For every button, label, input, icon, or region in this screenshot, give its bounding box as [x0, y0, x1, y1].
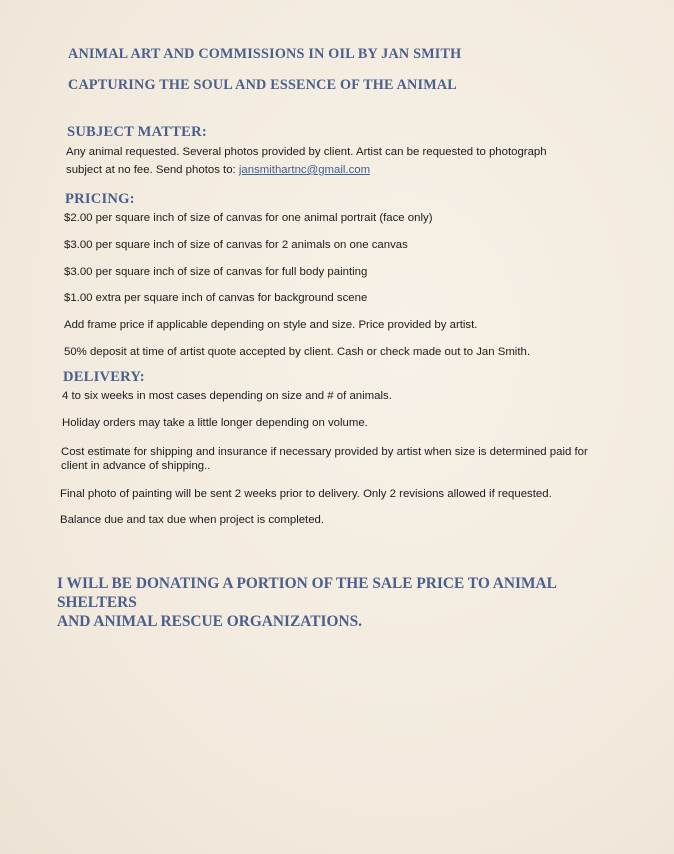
pricing-item: $3.00 per square inch of size of canvas for full body painting — [64, 266, 368, 278]
closing-line-1: I WILL BE DONATING A PORTION OF THE SALE PRICE TO ANIMAL SHELTERS — [57, 575, 557, 611]
pricing-item: $3.00 per square inch of size of canvas for 2 animals on one canvas — [64, 239, 408, 251]
subject-matter-heading: SUBJECT MATTER: — [67, 124, 207, 140]
delivery-item: Cost estimate for shipping and insurance if necessary provided by artist when size is determined paid for — [61, 446, 588, 458]
delivery-item: Holiday orders may take a little longer depending on volume. — [62, 417, 368, 429]
delivery-item: Balance due and tax due when project is completed. — [60, 514, 325, 526]
subject-line-1: Any animal requested. Several photos provided by client. Artist can be requested to photograph — [66, 146, 547, 158]
email-link[interactable]: jansmithartnc@gmail.com — [238, 164, 371, 176]
pricing-item: $1.00 extra per square inch of canvas for background scene — [64, 292, 368, 304]
document-subtitle: CAPTURING THE SOUL AND ESSENCE OF THE ANIMAL — [68, 77, 457, 93]
document-title: ANIMAL ART AND COMMISSIONS IN OIL BY JAN SMITH — [68, 46, 462, 62]
pricing-item: $2.00 per square inch of size of canvas for one animal portrait (face only) — [64, 212, 433, 224]
delivery-item: 4 to six weeks in most cases depending on size and # of animals. — [62, 390, 392, 402]
subject-line-2-text: subject at no fee. Send photos to: — [66, 164, 239, 176]
delivery-heading: DELIVERY: — [63, 369, 145, 385]
pricing-heading: PRICING: — [65, 191, 135, 207]
closing-line-2: AND ANIMAL RESCUE ORGANIZATIONS. — [57, 613, 363, 630]
pricing-item: Add frame price if applicable depending on style and size. Price provided by artist. — [64, 319, 478, 331]
delivery-item: client in advance of shipping.. — [61, 460, 211, 472]
subject-line-2 — [66, 164, 370, 176]
delivery-item: Final photo of painting will be sent 2 weeks prior to delivery. Only 2 revisions allowed if requested. — [60, 488, 552, 500]
closing-statement — [57, 574, 617, 631]
pricing-item: 50% deposit at time of artist quote accepted by client. Cash or check made out to Jan Smith. — [64, 346, 530, 358]
